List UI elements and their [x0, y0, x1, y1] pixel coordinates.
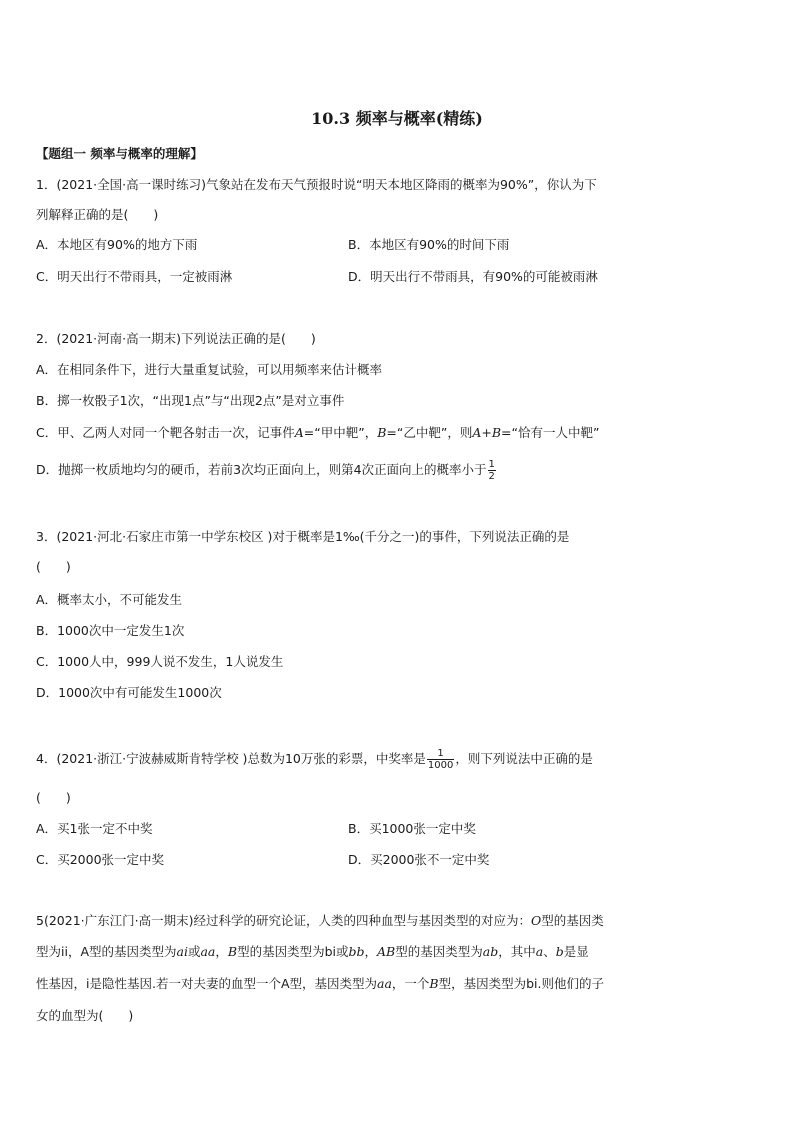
q5-text: 是显 [563, 944, 589, 959]
q3-option-a: A．概率太小，不可能发生 [36, 592, 183, 607]
q4-option-d: D．买2000张不一定中奖 [348, 852, 490, 867]
q4-option-b: B．买1000张一定中奖 [348, 821, 476, 836]
q2-option-c-text: C．甲、乙两人对同一个靶各射击一次，记事件 [36, 425, 295, 440]
q5-text: 型的基因类型为 [395, 944, 483, 959]
q3-stem-line1: 3．(2021·河北·石家庄市第一中学东校区 )对于概率是1‰(千分之一)的事件，下列说法正确的是 [36, 529, 570, 544]
q1-option-d: D．明天出行不带雨具，有90%的可能被雨淋 [348, 269, 598, 284]
q5-stem-line3 [36, 975, 604, 993]
q4-option-a: A．买1张一定不中奖 [36, 821, 153, 836]
q4-stem-line1 [36, 748, 593, 771]
fraction-numerator: 1 [427, 748, 454, 760]
q5-text: 型的基因类 [541, 913, 604, 928]
event-a-symbol: A [294, 425, 304, 440]
q2-stem: 2．(2021·河南·高一期末)下列说法正确的是( ) [36, 331, 316, 346]
event-b-symbol: B [377, 425, 387, 440]
q2-option-a: A．在相同条件下，进行大量重复试验，可以用频率来估计概率 [36, 362, 383, 377]
q3-option-d: D．1000次中有可能发生1000次 [36, 685, 222, 700]
section-heading: 【题组一 频率与概率的理解】 [36, 146, 203, 161]
q2-option-b: B．掷一枚骰子1次，“出现1点”与“出现2点”是对立事件 [36, 393, 345, 408]
q1-stem-line1: 1．(2021·全国·高一课时练习)气象站在发布天气预报时说“明天本地区降雨的概率为90%”，你认为下 [36, 177, 597, 192]
gene-symbol: a [535, 944, 544, 959]
q2-option-c-text: =“乙中靶”，则 [386, 425, 473, 440]
q5-stem-line2 [36, 943, 589, 961]
q3-option-c: C．1000人中，999人说不发生，1人说发生 [36, 654, 284, 669]
q2-option-c-text: =“甲中靶”， [303, 425, 378, 440]
fraction-one-thousandth [427, 748, 454, 771]
q5-text: ，一个 [391, 976, 430, 991]
fraction-denominator: 2 [488, 471, 495, 482]
gene-symbol: bb [348, 944, 365, 959]
gene-symbol: ai [176, 944, 188, 959]
q1-stem-line2: 列解释正确的是( ) [36, 207, 159, 222]
q5-text: 5(2021·广东江门·高一期末)经过科学的研究论证，人类的四种血型与基因类型的对应为： [36, 913, 531, 928]
q5-text: ，其中 [498, 944, 536, 959]
event-sum-symbol: A+B [472, 425, 502, 440]
gene-symbol: ab [482, 944, 499, 959]
blood-type-symbol: AB [377, 944, 396, 959]
fraction-denominator: 1000 [427, 760, 454, 771]
q5-stem-line4: 女的血型为( ) [36, 1008, 134, 1023]
q3-option-b: B．1000次中一定发生1次 [36, 623, 185, 638]
q5-text: 型，基因类型为bi.则他们的子 [438, 976, 604, 991]
gene-symbol: aa [377, 976, 392, 991]
fraction-numerator: 1 [488, 459, 495, 470]
q4-stem-line2: ( ) [36, 790, 71, 805]
q4-option-c: C．买2000张一定中奖 [36, 852, 165, 867]
q5-text: 性基因，i是隐性基因.若一对夫妻的血型一个A型，基因类型为 [36, 976, 377, 991]
blood-type-symbol: B [429, 976, 439, 991]
q1-option-a: A．本地区有90%的地方下雨 [36, 237, 198, 252]
q2-option-d-text: D．抛掷一枚质地均匀的硬币，若前3次均正面向上，则第4次正面向上的概率小于 [36, 462, 487, 477]
q5-text: 或 [187, 944, 201, 959]
q5-text: ， [364, 944, 378, 959]
q5-text: 型为ii，A型的基因类型为 [36, 944, 177, 959]
q5-stem-line1 [36, 912, 604, 930]
q1-option-b: B．本地区有90%的时间下雨 [348, 237, 510, 252]
q1-option-c: C．明天出行不带雨具，一定被雨淋 [36, 269, 233, 284]
q3-stem-line2: ( ) [36, 559, 71, 574]
q4-stem-text: ，则下列说法中正确的是 [455, 751, 593, 766]
q5-text: ， [215, 944, 228, 959]
q5-text: 、 [543, 944, 556, 959]
blood-type-o-symbol: O [530, 913, 542, 928]
q2-option-c-text: =“恰有一人中靶” [501, 425, 600, 440]
fraction-one-half [488, 459, 496, 482]
blood-type-symbol: B [227, 944, 238, 959]
q2-option-d [36, 459, 497, 482]
q4-stem-text: 4．(2021·浙江·宁波赫威斯肯特学校 )总数为10万张的彩票，中奖率是 [36, 751, 426, 766]
gene-symbol: b [555, 944, 564, 959]
page-title: 10.3 频率与概率(精练) [311, 109, 483, 128]
q2-option-c [36, 424, 599, 442]
gene-symbol: aa [200, 944, 216, 959]
q5-text: 型的基因类型为bi或 [237, 944, 349, 959]
